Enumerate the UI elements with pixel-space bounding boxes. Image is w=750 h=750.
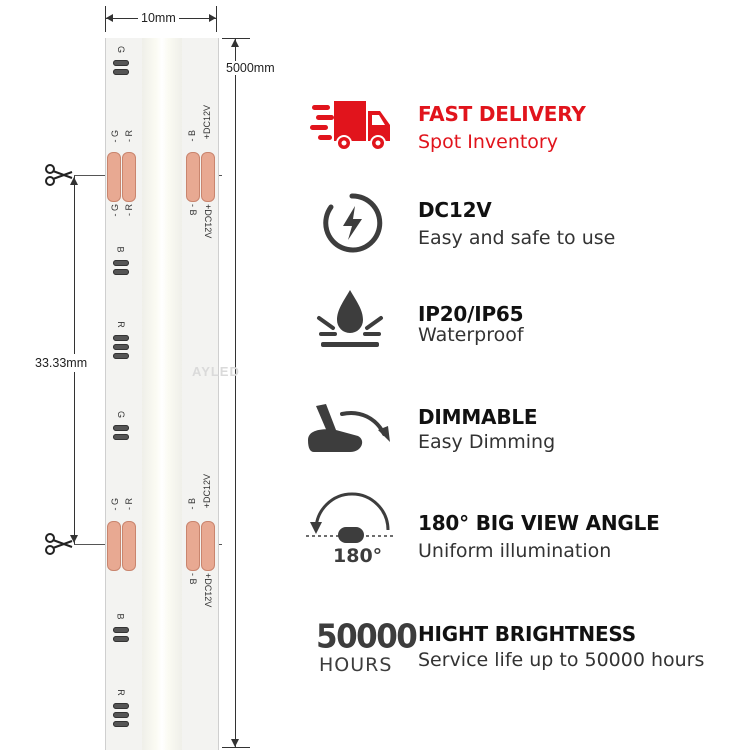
- hours-word: HOURS: [319, 654, 393, 676]
- feature-subtitle-ip-rating: Waterproof: [418, 324, 524, 346]
- pad-label-minus-r: - R: [124, 498, 134, 510]
- length-dimension: [222, 38, 252, 748]
- feature-title-brightness: HIGHT BRIGHTNESS: [418, 622, 636, 646]
- led-chip: [113, 269, 129, 275]
- led-color-label: G: [116, 410, 127, 419]
- cob-light-band: [142, 38, 182, 750]
- led-chip: [113, 434, 129, 440]
- led-chip: [113, 353, 129, 359]
- power-bolt-icon: [321, 192, 383, 254]
- led-strip: [105, 38, 240, 750]
- led-chip: [113, 260, 129, 266]
- led-color-label: G: [116, 45, 127, 54]
- feature-title-dimmable: DIMMABLE: [418, 405, 538, 429]
- led-chip: [113, 712, 129, 718]
- led-chip: [113, 425, 129, 431]
- watermark: AYLED: [192, 364, 240, 379]
- pad-label-minus-g: - G: [110, 498, 120, 511]
- feature-subtitle-brightness: Service life up to 50000 hours: [418, 649, 705, 671]
- led-color-label: B: [115, 246, 126, 253]
- pad-label-dc12v: +DC12V: [203, 204, 213, 239]
- feature-title-fast-delivery: FAST DELIVERY: [418, 102, 586, 126]
- solder-pad: [122, 152, 136, 202]
- solder-pad: [186, 521, 200, 571]
- solder-pad: [122, 521, 136, 571]
- pad-label-dc12v: +DC12V: [202, 105, 212, 140]
- cut-label: 33.33mm: [35, 356, 88, 370]
- led-chip: [113, 627, 129, 633]
- led-color-label: R: [115, 321, 126, 328]
- pad-label-minus-b: - B: [187, 498, 197, 510]
- dimmer-slider-icon: [306, 400, 392, 456]
- led-chip: [113, 703, 129, 709]
- feature-subtitle-view-angle: Uniform illumination: [418, 540, 612, 562]
- feature-subtitle-dimmable: Easy Dimming: [418, 431, 556, 453]
- pad-label-minus-g: - G: [110, 130, 120, 143]
- view-angle-value: 180°: [333, 545, 383, 567]
- feature-subtitle-fast-delivery: Spot Inventory: [418, 131, 558, 153]
- solder-pad: [201, 521, 215, 571]
- scissors-icon: [44, 533, 74, 555]
- feature-title-ip-rating: IP20/IP65: [418, 302, 524, 326]
- led-color-label: R: [115, 689, 126, 696]
- pad-label-dc12v: +DC12V: [202, 474, 212, 509]
- solder-pad: [201, 152, 215, 202]
- feature-title-dc12v: DC12V: [418, 198, 492, 222]
- feature-subtitle-dc12v: Easy and safe to use: [418, 227, 616, 249]
- length-label: 5000mm: [226, 61, 275, 75]
- pad-label-minus-r: - R: [124, 130, 134, 142]
- width-label: 10mm: [138, 11, 179, 25]
- pad-label-minus-b: - B: [188, 204, 198, 216]
- solder-pad: [107, 152, 121, 202]
- led-chip: [113, 721, 129, 727]
- pad-label-minus-b: - B: [188, 573, 198, 585]
- led-chip: [113, 344, 129, 350]
- hours-badge-icon: [316, 618, 417, 680]
- delivery-truck-icon: [310, 95, 392, 155]
- led-chip: [113, 60, 129, 66]
- led-chip: [113, 335, 129, 341]
- pad-label-minus-b: - B: [187, 130, 197, 142]
- pad-label-dc12v: +DC12V: [203, 573, 213, 608]
- hours-number: 50000: [316, 618, 417, 656]
- led-chip: [113, 636, 129, 642]
- scissors-icon: [44, 164, 74, 186]
- water-drop-icon: [315, 288, 385, 350]
- pad-label-minus-g: - G: [110, 204, 120, 217]
- led-color-label: B: [115, 613, 126, 620]
- solder-pad: [186, 152, 200, 202]
- solder-pad: [107, 521, 121, 571]
- width-dimension: [105, 6, 217, 32]
- feature-title-view-angle: 180° BIG VIEW ANGLE: [418, 511, 660, 535]
- led-chip: [113, 69, 129, 75]
- pad-label-minus-r: - R: [124, 204, 134, 216]
